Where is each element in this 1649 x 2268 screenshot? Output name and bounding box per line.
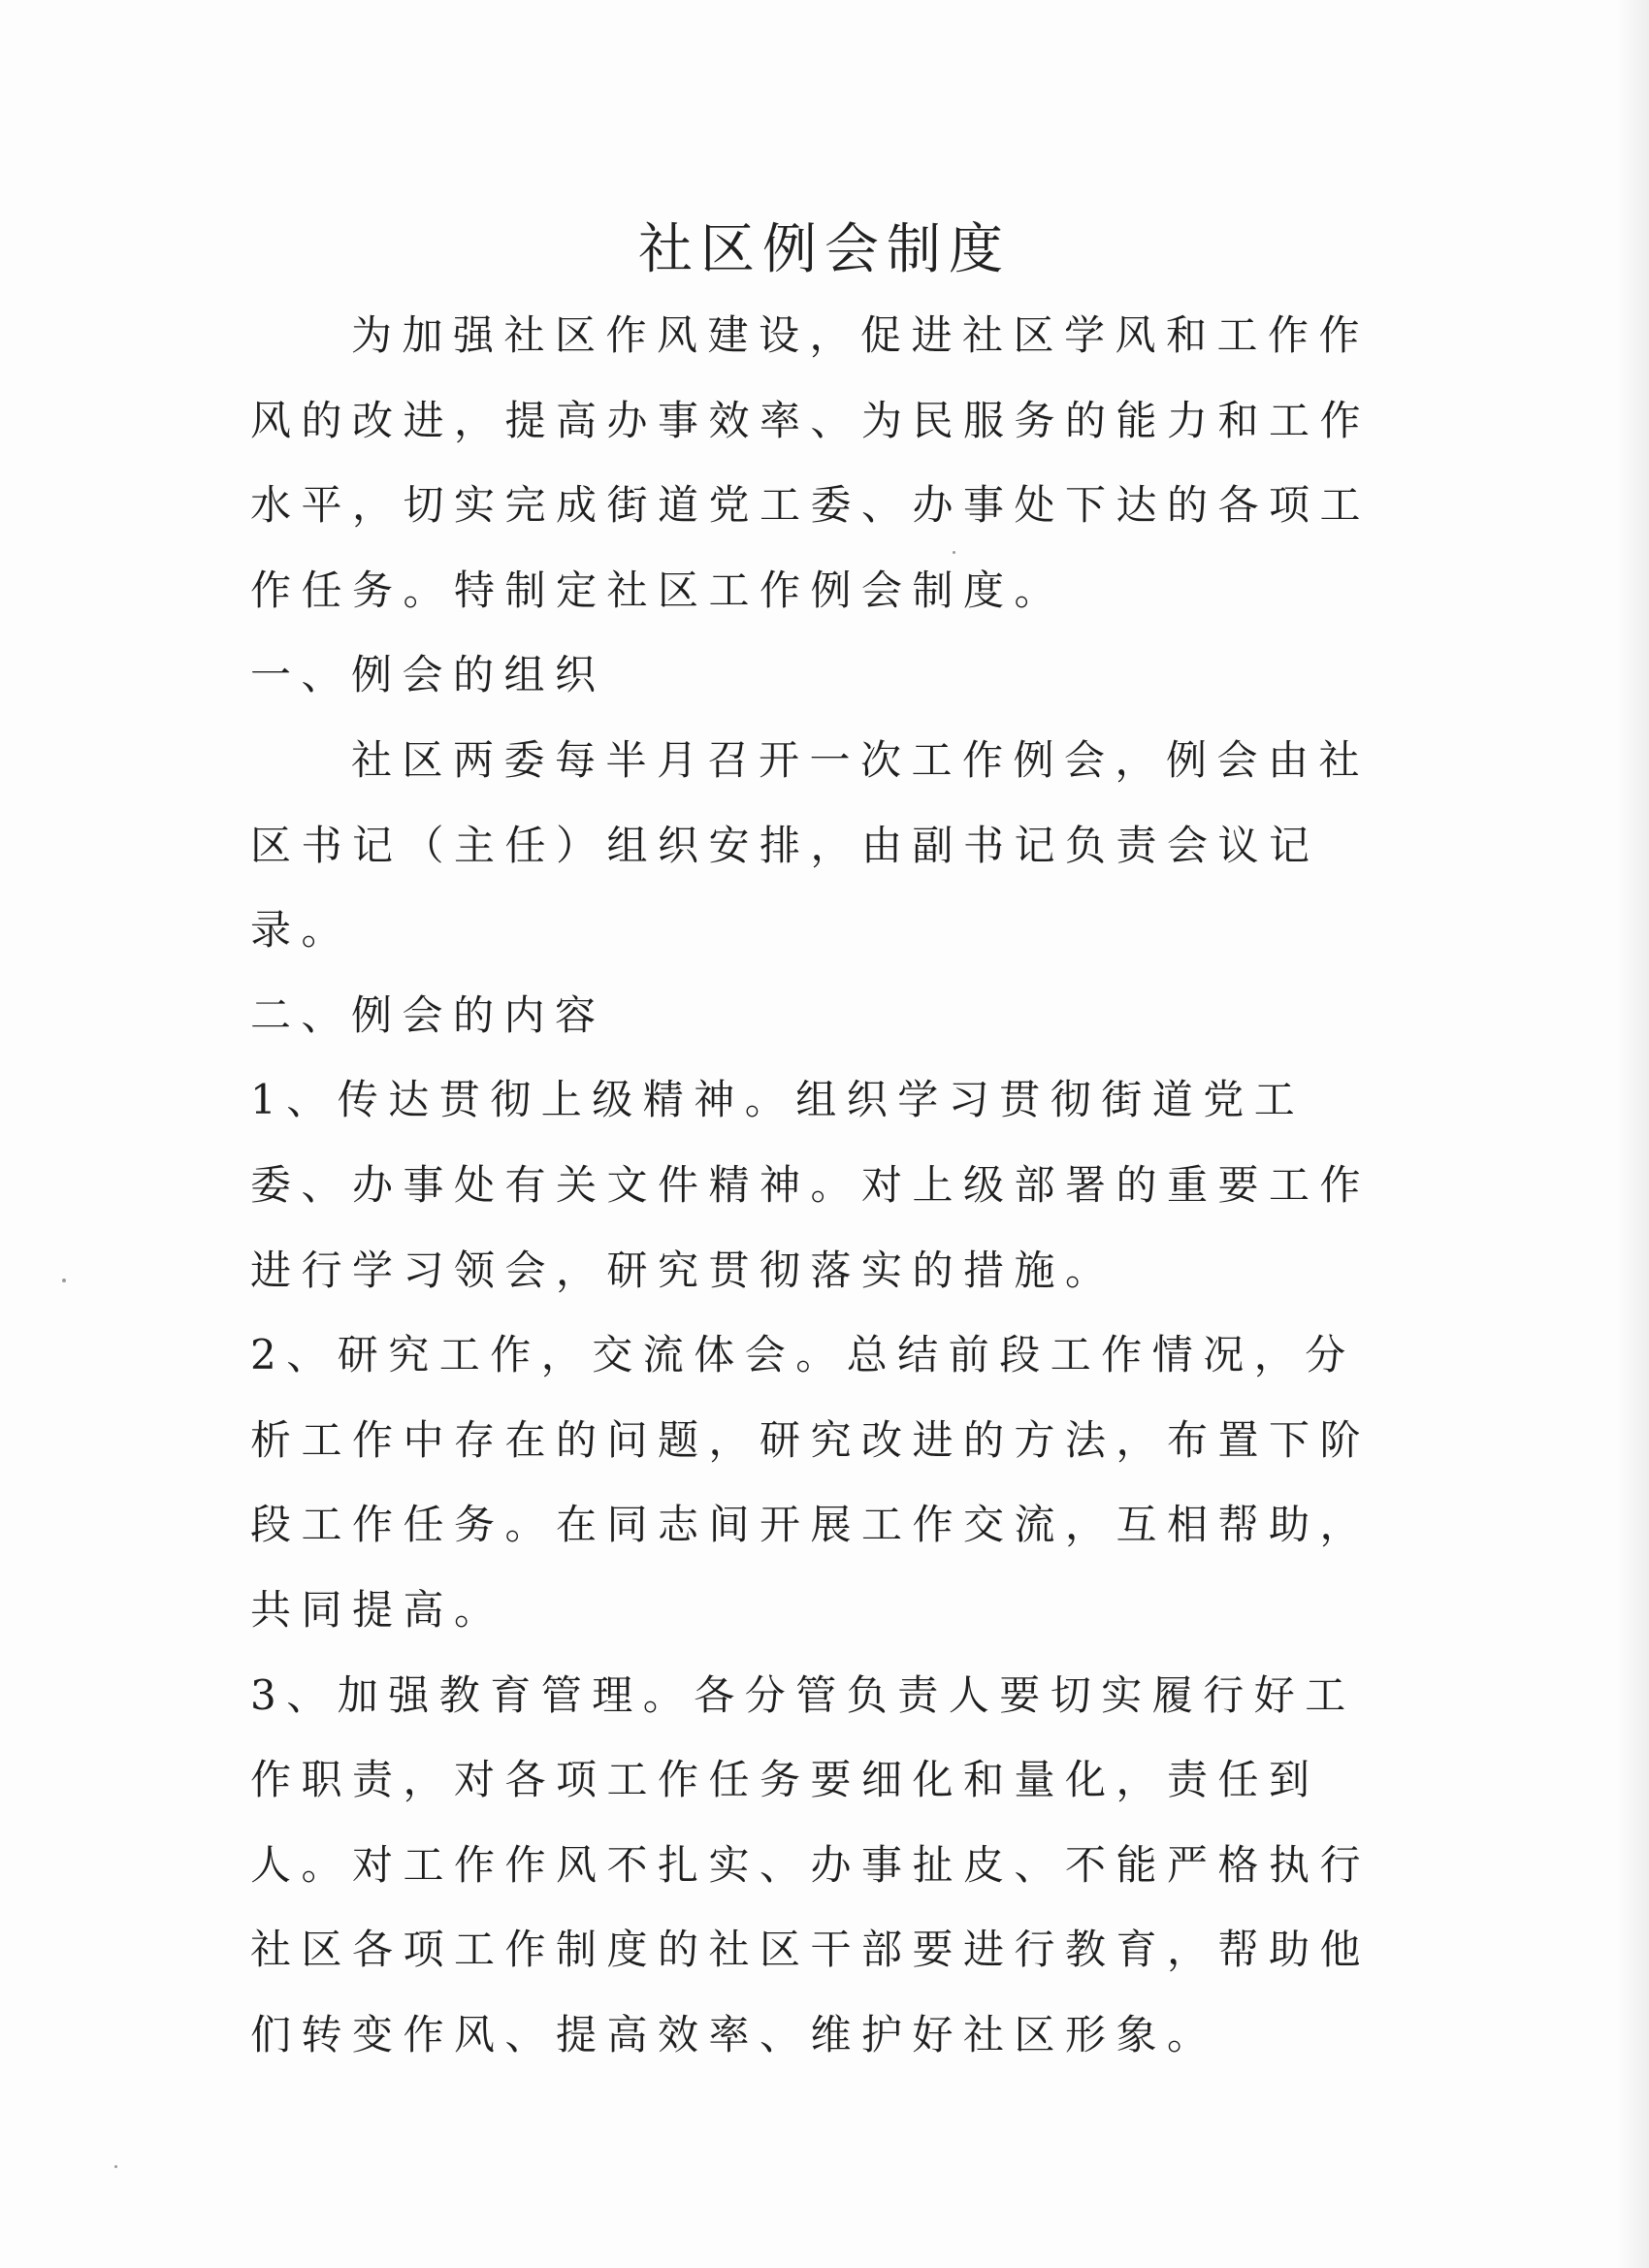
- section-1-paragraph: 社区两委每半月召开一次工作例会，例会由社区书记（主任）组织安排，由副书记负责会议记录。: [250, 735, 1371, 955]
- section-1-number: 一、: [250, 651, 353, 699]
- section-2-item-2: 2、研究工作，交流体会。总结前段工作情况，分析工作中存在的问题，研究改进的方法，布置下阶段工作任务。在同志间开展工作交流，互相帮助，共同提高。: [250, 1331, 1372, 1634]
- section-2-title: 例会的内容: [351, 990, 606, 1039]
- section-1-title: 例会的组织: [351, 651, 606, 699]
- intro-paragraph: 为加强社区作风建设，促进社区学风和工作作风的改进，提高办事效率、为民服务的能力和工作水平，切实完成街道党工委、办事处下达的各项工作任务。特制定社区工作例会制度。: [250, 311, 1372, 614]
- section-2-item-1: 1、传达贯彻上级精神。组织学习贯彻街道党工委、办事处有关文件精神。对上级部署的重要工作进行学习领会，研究贯彻落实的措施。: [250, 1076, 1372, 1294]
- scan-speck: [114, 2165, 117, 2168]
- section-2-heading: [250, 973, 1383, 1058]
- section-1-heading: [250, 632, 1383, 718]
- page-edge-shadow: [1616, 0, 1649, 2268]
- scan-speck: [953, 551, 955, 554]
- scan-speck: [62, 1279, 66, 1282]
- document-title: 社区例会制度: [638, 218, 1011, 281]
- document-body: [250, 293, 1383, 2077]
- section-2-item-3: 3、加强教育管理。各分管负责人要切实履行好工作职责，对各项工作任务要细化和量化，责任到人。对工作作风不扎实、办事扯皮、不能严格执行社区各项工作制度的社区干部要进行教育，帮助他们转变作风、提高效率、维护好社区形象。: [250, 1670, 1372, 2058]
- section-2-number: 二、: [250, 990, 353, 1039]
